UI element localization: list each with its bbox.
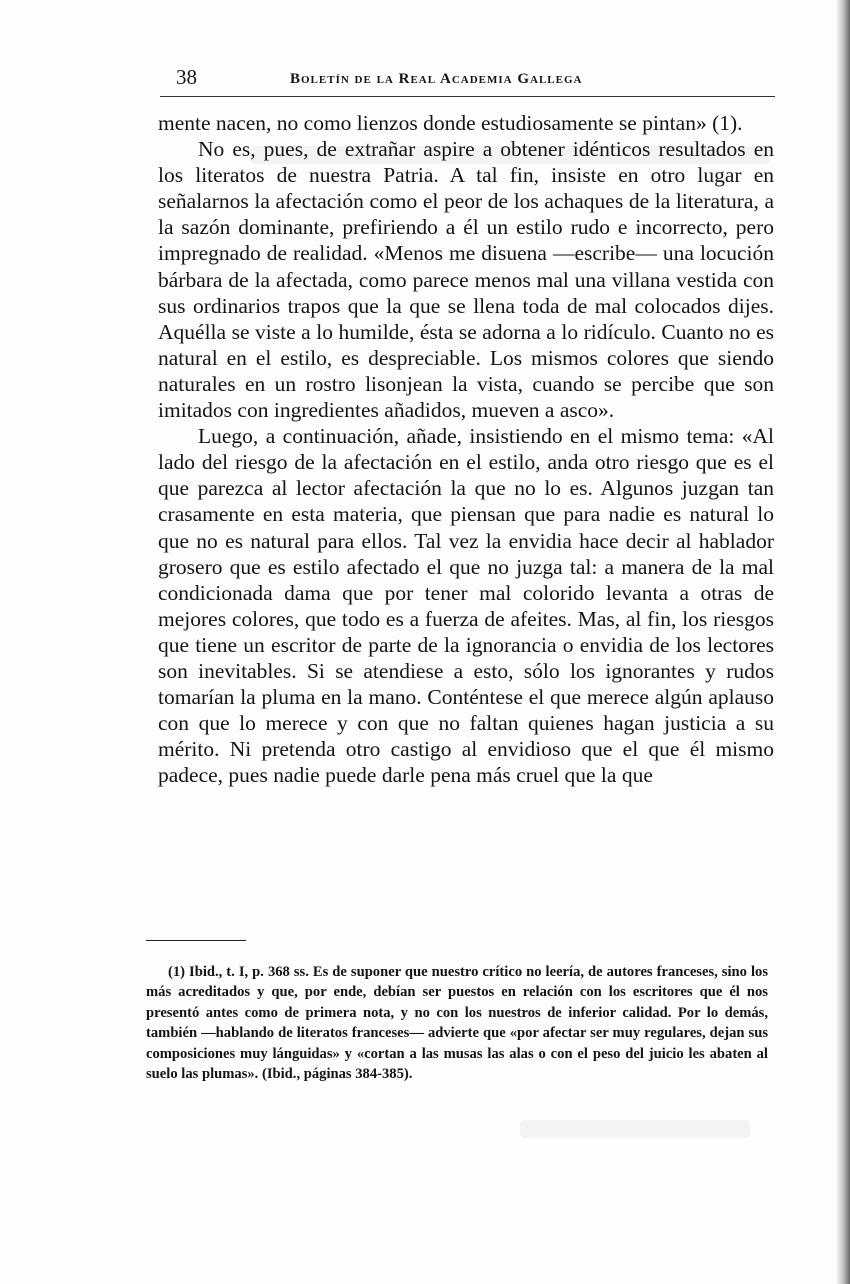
paragraph-3: Luego, a continuación, añade, insistiendo en el mismo tema: «Al lado del riesgo de la afectación en el estilo, anda otro riesgo que es el que parezca al lector afectación la que no lo es. Algunos juzgan tan crasamente en esta materia, que piensan que para nadie es natural lo que no es natural para ellos. Tal vez la envidia hace decir al hablador grosero que es estilo afectado el que no juzga tal: a manera de la mal condicionada dama que por tener mal colorido levanta a otras de mejores colores, que todo es a fuerza de afeites. Mas, al fin, los riesgos que tiene un escritor de parte de la ignorancia o envidia de los lectores son inevitables. Si se atendiese a esto, sólo los ignorantes y rudos tomarían la pluma en la mano. Conténtese el que merece algún aplauso con que lo merece y con que no faltan quienes hagan justicia a su mérito. Ni pretenda otro castigo al envidioso que el que él mismo padece, pues nadie puede darle pena más cruel que la que	[158, 424, 774, 788]
footnote-1: (1) Ibid., t. I, p. 368 ss. Es de suponer que nuestro crítico no leería, de autores franceses, sino los más acreditados y que, por ende, debían ser puestos en relación con los escritores que él nos presentó antes como de primera nota, y no con los nuestros de inferior calidad. Por lo demás, también —hablando de literatos franceses— advierte que «por afectar ser muy regulares, dejan sus composiciones muy lánguidas» y «cortan a las musas las alas o con el peso del juicio les abaten al suelo las plumas». (Ibid., páginas 384-385).	[146, 964, 768, 1083]
footnotes	[146, 962, 768, 1084]
body-text	[158, 110, 774, 788]
paragraph-2: No es, pues, de extrañar aspire a obtener idénticos resultados en los literatos de nuestra Patria. A tal fin, insiste en otro lugar en señalarnos la afectación como el peor de los achaques de la literatura, a la sazón dominante, prefiriendo a él un estilo rudo e incorrecto, pero impregnado de realidad. «Menos me disuena —escribe— una locución bárbara de la afectada, como parece menos mal una villana vestida con sus ordinarios trapos que la que se llena toda de mal colocados dijes. Aquélla se viste a lo humilde, ésta se adorna a lo ridículo. Cuanto no es natural en el estilo, es despreciable. Los mismos colores que siendo naturales en un rostro lisonjean la vista, cuando se percibe que son imitados con ingredientes añadidos, mueven a asco».	[158, 137, 774, 423]
running-title: Boletín de la Real Academia Gallega	[290, 71, 583, 87]
page-header	[160, 62, 775, 97]
page-number: 38	[176, 65, 197, 89]
scan-noise	[520, 1120, 750, 1138]
page-edge-shadow	[836, 0, 850, 1284]
footnote-divider	[146, 940, 246, 941]
paragraph-1: mente nacen, no como lienzos donde estudiosamente se pintan» (1).	[158, 111, 743, 135]
